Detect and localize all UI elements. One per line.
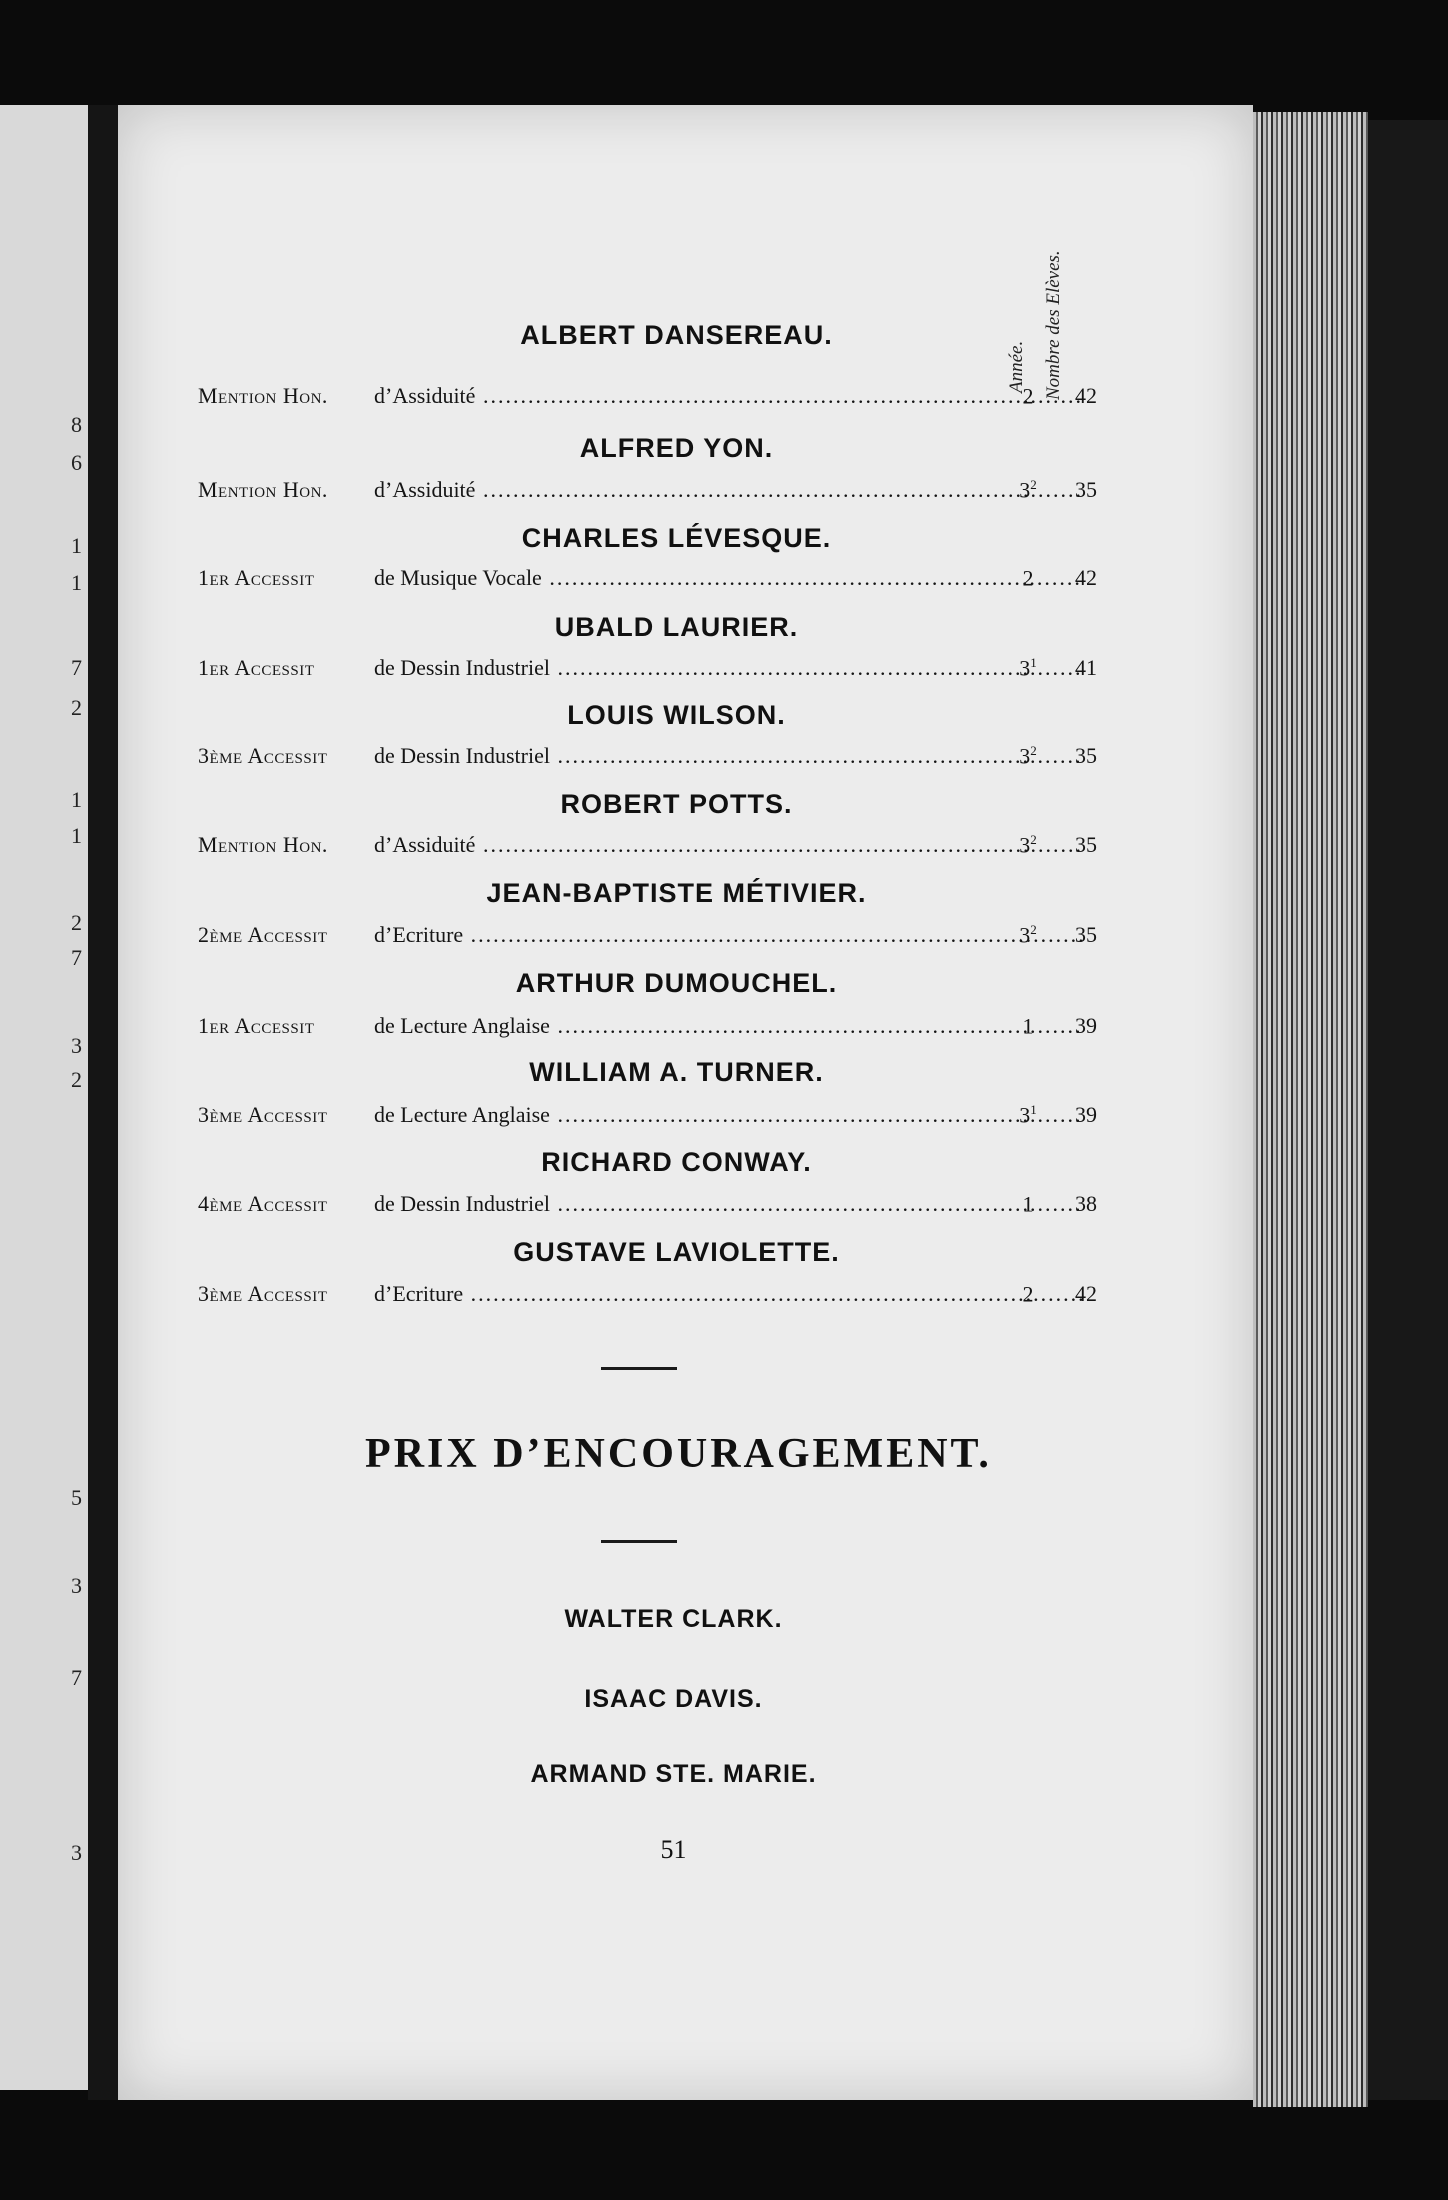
encouragement-name: ISAAC DAVIS. — [584, 1685, 763, 1713]
facing-page-margin-figure: 1 — [71, 787, 82, 812]
facing-page-margin-figure: 3 — [71, 1033, 82, 1058]
student-count: 38 — [1075, 1191, 1097, 1216]
student-name: LOUIS WILSON. — [567, 700, 786, 730]
award-type: 3ème Accessit — [198, 1102, 328, 1127]
student-count: 41 — [1075, 655, 1097, 680]
facing-page-margin-figure: 3 — [71, 1840, 82, 1865]
award-row — [118, 565, 1253, 595]
award-row — [118, 1281, 1253, 1311]
year-value: 1 — [1022, 1013, 1034, 1039]
student-name: WILLIAM A. TURNER. — [529, 1057, 824, 1087]
facing-page-margin-figure: 7 — [71, 945, 82, 970]
document-page — [118, 105, 1253, 2100]
facing-page-margin-figure: 3 — [71, 1573, 82, 1598]
facing-page-margin-figure: 5 — [71, 1485, 82, 1510]
award-subject: d’Assiduité ..... — [374, 477, 1083, 503]
student-name: CHARLES LÉVESQUE. — [521, 523, 832, 553]
facing-page — [0, 105, 91, 2090]
award-subject: de Dessin Industriel ..... — [374, 1191, 1083, 1217]
award-type: Mention Hon. — [198, 383, 328, 408]
facing-page-margin-figure: 1 — [71, 533, 82, 558]
year-value: $3^2$ — [1019, 832, 1037, 858]
student-count: 42 — [1075, 565, 1097, 590]
student-count: 39 — [1075, 1013, 1097, 1038]
book-gutter — [88, 105, 118, 2100]
award-row — [118, 1191, 1253, 1221]
award-type: 3ème Accessit — [198, 1281, 328, 1306]
student-count: 35 — [1075, 743, 1097, 768]
student-count: 35 — [1075, 832, 1097, 857]
student-count: 42 — [1075, 1281, 1097, 1306]
year-value: $3^2$ — [1019, 477, 1037, 503]
award-subject: d’Ecriture ..... — [374, 1281, 1083, 1307]
year-value: 2 — [1022, 565, 1034, 591]
facing-page-margin-figure: 2 — [71, 1067, 82, 1092]
award-type: 1er Accessit — [198, 1013, 315, 1038]
student-count: 42 — [1075, 383, 1097, 408]
year-value: $3^2$ — [1019, 922, 1037, 948]
student-name: ALBERT DANSEREAU. — [520, 320, 833, 350]
year-value: 2 — [1022, 383, 1034, 409]
award-type: 4ème Accessit — [198, 1191, 328, 1216]
year-value: 2 — [1022, 1281, 1034, 1307]
student-name: ALFRED YON. — [579, 433, 774, 463]
encouragement-name: ARMAND STE. MARIE. — [530, 1760, 817, 1788]
student-name: RICHARD CONWAY. — [541, 1147, 812, 1177]
award-subject: d’Assiduité ..... — [374, 832, 1083, 858]
facing-page-margin-figure: 7 — [71, 1665, 82, 1690]
book-cover-edge — [1368, 120, 1448, 2100]
page-number: 51 — [660, 1835, 687, 1864]
student-name: UBALD LAURIER. — [554, 612, 799, 642]
year-value: $3^2$ — [1019, 743, 1037, 769]
facing-page-margin-figure: 1 — [71, 570, 82, 595]
award-subject: de Musique Vocale ..... — [374, 565, 1083, 591]
award-row — [118, 832, 1253, 862]
encouragement-name: WALTER CLARK. — [564, 1605, 783, 1633]
facing-page-margin-figure: 1 — [71, 823, 82, 848]
award-type: Mention Hon. — [198, 477, 328, 502]
student-name: JEAN-BAPTISTE MÉTIVIER. — [486, 878, 867, 908]
award-type: 3ème Accessit — [198, 743, 328, 768]
student-count: 35 — [1075, 477, 1097, 502]
section-divider — [601, 1540, 677, 1543]
year-value: 1 — [1022, 1191, 1034, 1217]
facing-page-margin-figure: 8 — [71, 412, 82, 437]
award-subject: de Dessin Industriel ..... — [374, 743, 1083, 769]
award-subject: d’Assiduité ..... — [374, 383, 1083, 409]
year-value: $3^1$ — [1019, 655, 1037, 681]
award-row — [118, 922, 1253, 952]
column-header-nombre: Nombre des Elèves. — [1043, 250, 1064, 400]
award-row — [118, 743, 1253, 773]
facing-page-margin-figure: 6 — [71, 450, 82, 475]
student-name: ARTHUR DUMOUCHEL. — [515, 968, 838, 998]
facing-page-margin-figure: 2 — [71, 695, 82, 720]
student-count: 39 — [1075, 1102, 1097, 1127]
facing-page-margin-figure: 2 — [71, 910, 82, 935]
award-subject: de Lecture Anglaise ..... — [374, 1013, 1083, 1039]
page-edges — [1253, 112, 1368, 2107]
section-divider — [601, 1367, 677, 1370]
award-subject: de Dessin Industriel ..... — [374, 655, 1083, 681]
student-name: GUSTAVE LAVIOLETTE. — [513, 1237, 840, 1267]
award-row — [118, 655, 1253, 685]
award-type: Mention Hon. — [198, 832, 328, 857]
year-value: $3^1$ — [1019, 1102, 1037, 1128]
award-row — [118, 477, 1253, 507]
award-subject: d’Ecriture ..... — [374, 922, 1083, 948]
section-title: PRIX D’ENCOURAGEMENT. — [365, 1431, 992, 1477]
facing-page-margin-figure: 7 — [71, 655, 82, 680]
award-row — [118, 383, 1253, 413]
student-name: ROBERT POTTS. — [560, 789, 793, 819]
award-type: 1er Accessit — [198, 655, 315, 680]
award-row — [118, 1013, 1253, 1043]
award-type: 1er Accessit — [198, 565, 315, 590]
student-count: 35 — [1075, 922, 1097, 947]
award-type: 2ème Accessit — [198, 922, 328, 947]
award-row — [118, 1102, 1253, 1132]
column-header-annee: Année. — [1006, 340, 1027, 393]
award-subject: de Lecture Anglaise ..... — [374, 1102, 1083, 1128]
